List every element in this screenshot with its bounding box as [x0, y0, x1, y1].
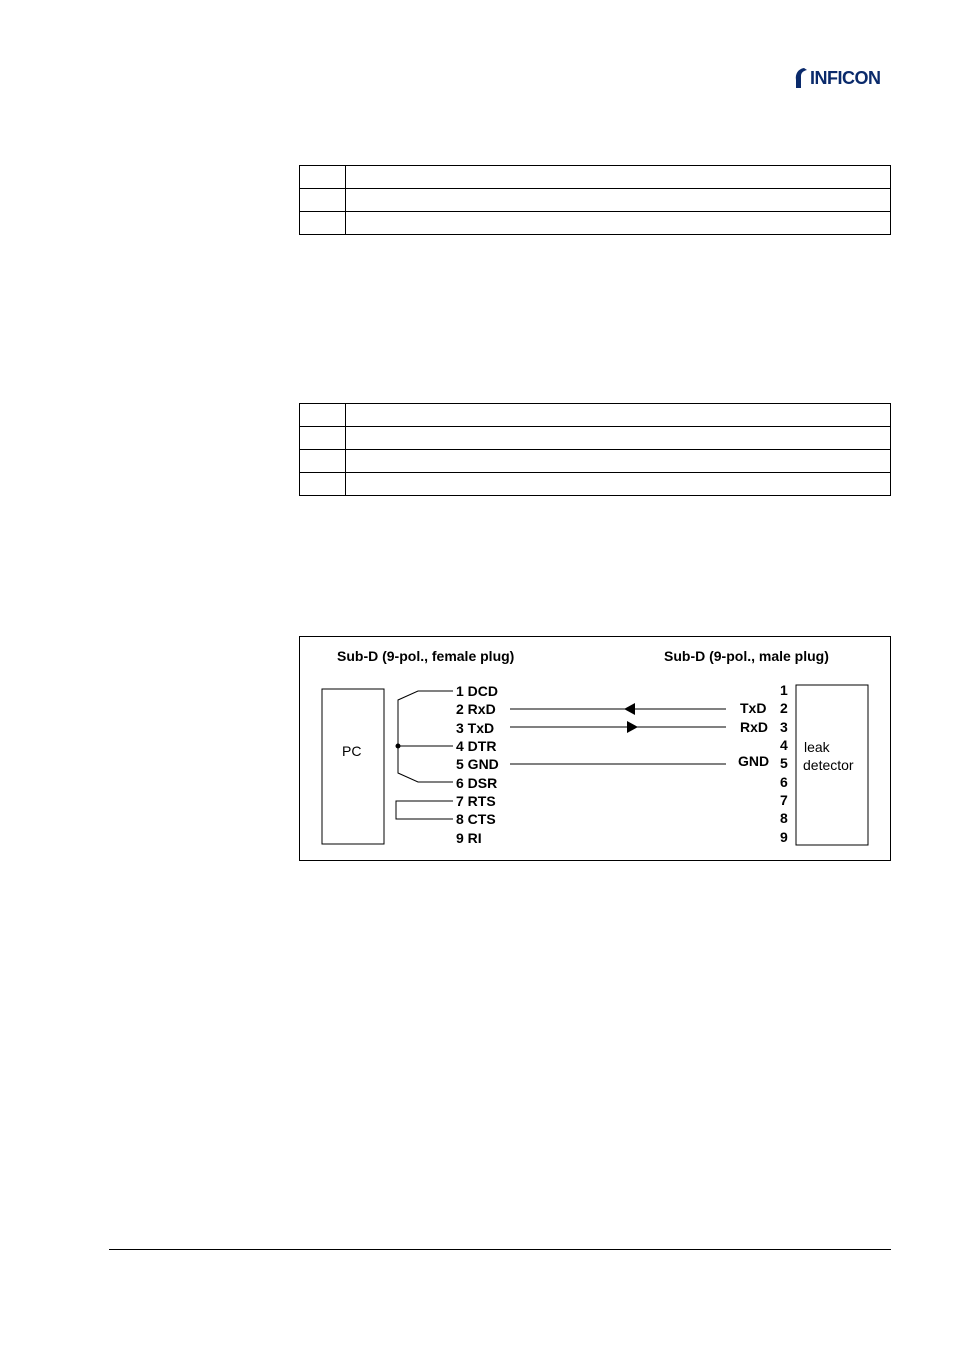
inficon-logo-mark: [794, 66, 810, 90]
table-1: [299, 165, 891, 235]
left-pin-8: 8 CTS: [456, 811, 496, 827]
rts-cts-bridge: [396, 801, 453, 819]
right-signal-rxd: RxD: [740, 719, 769, 735]
table-row: [300, 404, 891, 427]
table-row: [300, 189, 891, 212]
right-pin-8: 8: [780, 810, 788, 826]
table-row: [300, 450, 891, 473]
right-pin-7: 7: [780, 792, 788, 808]
arrow-left: [624, 703, 635, 715]
left-pin-9: 9 RI: [456, 830, 482, 846]
left-header: Sub-D (9-pol., female plug): [337, 648, 515, 664]
left-pin-1: 1 DCD: [456, 683, 499, 699]
table-2: [299, 403, 891, 496]
left-pin-4: 4 DTR: [456, 738, 497, 754]
table-row: [300, 166, 891, 189]
right-pin-1: 1: [780, 682, 788, 698]
wiring-diagram-svg: [300, 637, 890, 860]
right-pin-5: 5: [780, 755, 788, 771]
right-pin-2: 2: [780, 700, 788, 716]
device-label-line1: leak: [804, 739, 830, 755]
arrow-right: [627, 721, 638, 733]
right-header: Sub-D (9-pol., male plug): [664, 648, 829, 664]
footer-rule: [109, 1249, 891, 1250]
left-pin-5: 5 GND: [456, 756, 499, 772]
junction-dot: [396, 744, 401, 749]
right-pin-6: 6: [780, 774, 788, 790]
right-signal-txd: TxD: [740, 700, 767, 716]
table-row: [300, 427, 891, 450]
wiring-diagram: [299, 636, 891, 861]
table-row: [300, 473, 891, 496]
left-pin-6: 6 DSR: [456, 775, 498, 791]
right-pin-3: 3: [780, 719, 788, 735]
right-pin-9: 9: [780, 829, 788, 845]
right-pin-4: 4: [780, 737, 788, 753]
pc-box: [322, 689, 384, 844]
table-row: [300, 212, 891, 235]
left-pin-7: 7 RTS: [456, 793, 496, 809]
inficon-logo: [794, 66, 894, 90]
right-signal-gnd: GND: [738, 753, 770, 769]
left-pin-3: 3 TxD: [456, 720, 495, 736]
logo-wordmark: INFICON: [810, 68, 881, 88]
device-label-line2: detector: [803, 757, 854, 773]
dcd-dtr-dsr-bridge: [398, 691, 453, 782]
pc-label: PC: [342, 743, 362, 759]
left-pin-2: 2 RxD: [456, 701, 496, 717]
